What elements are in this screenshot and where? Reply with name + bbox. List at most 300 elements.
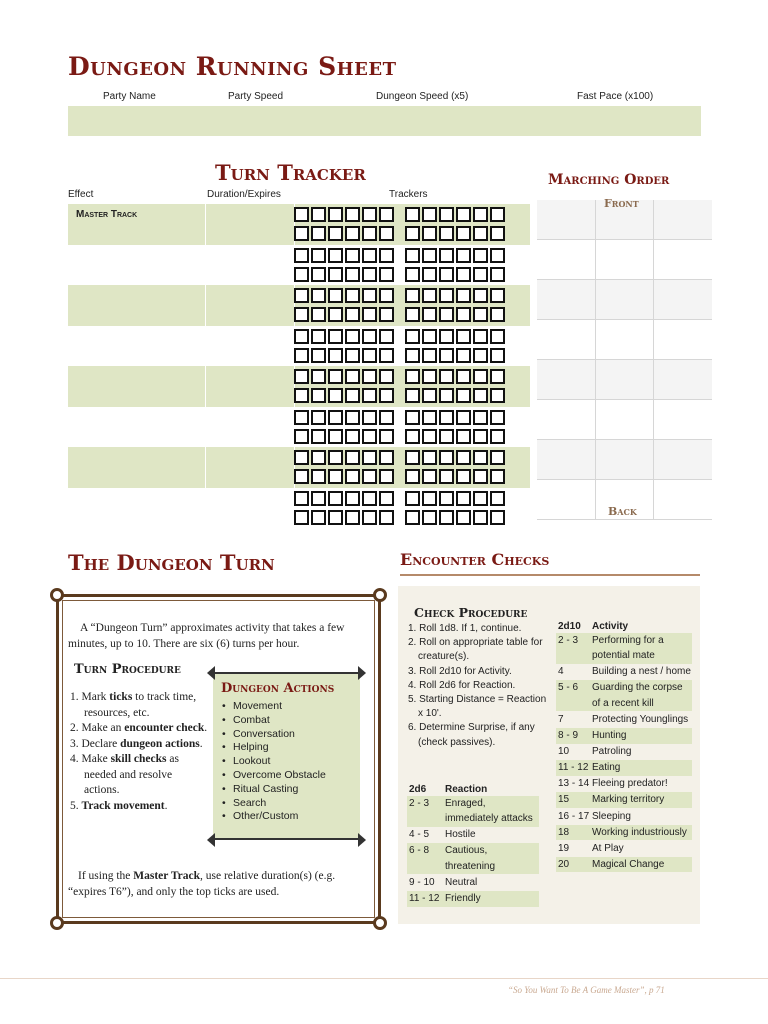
tick-checkbox[interactable] xyxy=(456,429,471,444)
tick-checkbox[interactable] xyxy=(439,369,454,384)
duration-cell[interactable] xyxy=(207,245,295,286)
tick-checkbox[interactable] xyxy=(328,207,343,222)
effect-cell[interactable] xyxy=(68,326,206,367)
tick-checkbox[interactable] xyxy=(311,491,326,506)
tick-checkbox[interactable] xyxy=(379,307,394,322)
tick-checkbox[interactable] xyxy=(422,226,437,241)
tick-checkbox[interactable] xyxy=(294,491,309,506)
roll-range-cell: 8 - 9 xyxy=(558,730,579,742)
tick-checkbox[interactable] xyxy=(345,288,360,303)
tick-checkbox[interactable] xyxy=(405,267,420,282)
tick-checkbox[interactable] xyxy=(311,226,326,241)
tick-checkbox[interactable] xyxy=(456,207,471,222)
tick-checkbox[interactable] xyxy=(422,369,437,384)
tick-checkbox[interactable] xyxy=(490,226,505,241)
tick-checkbox[interactable] xyxy=(379,267,394,282)
tick-checkbox[interactable] xyxy=(362,288,377,303)
tick-checkbox[interactable] xyxy=(473,469,488,484)
tick-checkbox[interactable] xyxy=(328,267,343,282)
tick-checkbox[interactable] xyxy=(439,267,454,282)
duration-cell[interactable] xyxy=(207,204,295,245)
roll-range-cell: 2 - 3 xyxy=(558,634,579,646)
tick-row xyxy=(294,448,528,467)
tick-checkbox[interactable] xyxy=(311,348,326,363)
tick-checkbox[interactable] xyxy=(362,450,377,465)
tick-checkbox[interactable] xyxy=(490,410,505,425)
tick-checkbox[interactable] xyxy=(345,248,360,263)
marching-slot[interactable] xyxy=(654,280,712,319)
tick-checkbox[interactable] xyxy=(345,491,360,506)
tick-checkbox[interactable] xyxy=(439,450,454,465)
tick-group xyxy=(405,410,505,425)
tick-checkbox[interactable] xyxy=(405,329,420,344)
tick-checkbox[interactable] xyxy=(294,348,309,363)
effect-cell[interactable] xyxy=(68,204,206,245)
tick-checkbox[interactable] xyxy=(294,307,309,322)
tick-checkbox[interactable] xyxy=(345,429,360,444)
tick-checkbox[interactable] xyxy=(439,207,454,222)
marching-slot[interactable] xyxy=(654,480,712,519)
tick-checkbox[interactable] xyxy=(379,469,394,484)
tick-checkbox[interactable] xyxy=(311,329,326,344)
tick-checkbox[interactable] xyxy=(311,288,326,303)
tick-checkbox[interactable] xyxy=(294,288,309,303)
dungeon-turn-outro xyxy=(68,868,368,900)
outro-text: If using the xyxy=(78,870,134,882)
result-cell: Friendly xyxy=(445,893,481,905)
marching-slot[interactable] xyxy=(596,240,655,279)
marching-slot[interactable] xyxy=(596,360,655,399)
result-cell: Cautious, threatening xyxy=(445,845,496,872)
tick-checkbox[interactable] xyxy=(362,510,377,525)
tick-group xyxy=(405,307,505,322)
tick-checkbox[interactable] xyxy=(490,207,505,222)
tick-checkbox[interactable] xyxy=(490,450,505,465)
step-text: to track time, resources, etc. xyxy=(84,691,197,719)
tick-group xyxy=(294,267,394,282)
tick-checkbox[interactable] xyxy=(473,388,488,403)
tick-checkbox[interactable] xyxy=(422,450,437,465)
tick-checkbox[interactable] xyxy=(422,267,437,282)
tick-checkbox[interactable] xyxy=(379,429,394,444)
check-step: 3. Roll 2d10 for Activity. xyxy=(408,665,512,677)
tick-checkbox[interactable] xyxy=(362,226,377,241)
tick-checkbox[interactable] xyxy=(379,207,394,222)
result-cell: Eating xyxy=(592,762,621,774)
tick-group xyxy=(294,450,394,465)
tick-checkbox[interactable] xyxy=(439,226,454,241)
roll-range-cell: 11 - 12 xyxy=(558,762,589,774)
tick-checkbox[interactable] xyxy=(311,267,326,282)
tick-checkbox[interactable] xyxy=(362,388,377,403)
tick-checkbox[interactable] xyxy=(362,307,377,322)
marching-slot[interactable] xyxy=(537,440,596,479)
tick-checkbox[interactable] xyxy=(405,307,420,322)
effect-cell[interactable] xyxy=(68,285,206,326)
tick-checkbox[interactable] xyxy=(456,348,471,363)
frame-corner-ornament xyxy=(50,588,64,602)
tick-checkbox[interactable] xyxy=(439,469,454,484)
marching-slot[interactable] xyxy=(537,400,596,439)
step-text: Make an xyxy=(81,722,125,734)
tick-checkbox[interactable] xyxy=(311,469,326,484)
fast-pace-label: Fast Pace (x100) xyxy=(577,91,654,102)
tick-checkbox[interactable] xyxy=(294,410,309,425)
tick-checkbox[interactable] xyxy=(473,510,488,525)
tick-checkbox[interactable] xyxy=(328,510,343,525)
table-row xyxy=(556,857,692,873)
tick-checkbox[interactable] xyxy=(328,469,343,484)
dungeon-actions-list xyxy=(221,700,326,824)
tick-checkbox[interactable] xyxy=(456,388,471,403)
party-info-field[interactable] xyxy=(68,106,701,136)
tick-checkbox[interactable] xyxy=(328,450,343,465)
tick-checkbox[interactable] xyxy=(311,410,326,425)
marching-slot[interactable] xyxy=(654,360,712,399)
table-row xyxy=(556,760,692,776)
tick-checkbox[interactable] xyxy=(294,510,309,525)
marching-slot[interactable] xyxy=(537,480,596,519)
tick-checkbox[interactable] xyxy=(422,429,437,444)
tick-checkbox[interactable] xyxy=(294,388,309,403)
tick-checkbox[interactable] xyxy=(456,248,471,263)
tick-checkbox[interactable] xyxy=(473,369,488,384)
tick-checkbox[interactable] xyxy=(439,348,454,363)
tick-checkbox[interactable] xyxy=(422,248,437,263)
tick-checkbox[interactable] xyxy=(473,429,488,444)
marching-slot[interactable] xyxy=(537,360,596,399)
tick-row xyxy=(294,246,528,265)
tick-checkbox[interactable] xyxy=(490,248,505,263)
check-step: 2. Roll on appropriate table for creature(s). xyxy=(408,637,543,663)
tick-checkbox[interactable] xyxy=(439,510,454,525)
tick-checkbox[interactable] xyxy=(456,410,471,425)
tick-checkbox[interactable] xyxy=(345,450,360,465)
tick-checkbox[interactable] xyxy=(422,307,437,322)
marching-slot[interactable] xyxy=(537,320,596,359)
tick-checkbox[interactable] xyxy=(490,388,505,403)
tick-checkbox[interactable] xyxy=(473,226,488,241)
tick-checkbox[interactable] xyxy=(345,369,360,384)
marching-slot[interactable] xyxy=(596,280,655,319)
tick-checkbox[interactable] xyxy=(456,226,471,241)
tick-checkbox[interactable] xyxy=(405,226,420,241)
marching-row xyxy=(537,360,712,400)
marching-slot[interactable] xyxy=(596,320,655,359)
party-speed-label: Party Speed xyxy=(228,91,284,102)
tick-checkbox[interactable] xyxy=(490,329,505,344)
tick-checkbox[interactable] xyxy=(311,450,326,465)
tick-checkbox[interactable] xyxy=(405,288,420,303)
tick-checkbox[interactable] xyxy=(405,450,420,465)
tick-checkbox[interactable] xyxy=(362,267,377,282)
tick-checkbox[interactable] xyxy=(439,388,454,403)
result-cell: Enraged, immediately attacks xyxy=(445,797,533,825)
tick-checkbox[interactable] xyxy=(311,248,326,263)
effect-cell[interactable] xyxy=(68,488,206,529)
effect-cell[interactable] xyxy=(68,366,206,407)
marching-slot[interactable] xyxy=(596,440,655,479)
effect-cell[interactable] xyxy=(68,407,206,448)
tick-checkbox[interactable] xyxy=(422,348,437,363)
marching-slot[interactable] xyxy=(537,280,596,319)
tick-checkbox[interactable] xyxy=(379,288,394,303)
marching-slot[interactable] xyxy=(654,400,712,439)
tick-checkbox[interactable] xyxy=(405,388,420,403)
tick-row xyxy=(294,346,528,365)
duration-cell[interactable] xyxy=(207,488,295,529)
tick-boxes xyxy=(294,408,528,446)
tick-checkbox[interactable] xyxy=(439,307,454,322)
tick-checkbox[interactable] xyxy=(490,288,505,303)
tick-checkbox[interactable] xyxy=(362,369,377,384)
tick-checkbox[interactable] xyxy=(328,369,343,384)
box-arrow-ornament xyxy=(207,666,215,680)
tick-checkbox[interactable] xyxy=(439,288,454,303)
tick-checkbox[interactable] xyxy=(328,388,343,403)
marching-slot[interactable] xyxy=(537,200,596,239)
tick-checkbox[interactable] xyxy=(294,329,309,344)
frame-corner-ornament xyxy=(373,588,387,602)
tick-checkbox[interactable] xyxy=(294,450,309,465)
dungeon-speed-label: Dungeon Speed (x5) xyxy=(376,91,469,102)
tick-checkbox[interactable] xyxy=(328,348,343,363)
tick-checkbox[interactable] xyxy=(422,469,437,484)
tick-checkbox[interactable] xyxy=(379,329,394,344)
tick-checkbox[interactable] xyxy=(490,348,505,363)
tick-group xyxy=(405,267,505,282)
duration-cell[interactable] xyxy=(207,366,295,407)
step-number: 1. xyxy=(70,691,79,703)
tick-checkbox[interactable] xyxy=(405,248,420,263)
tick-checkbox[interactable] xyxy=(473,329,488,344)
effect-cell[interactable] xyxy=(68,245,206,286)
tick-checkbox[interactable] xyxy=(405,429,420,444)
tick-checkbox[interactable] xyxy=(294,429,309,444)
table-row xyxy=(407,843,539,874)
tick-checkbox[interactable] xyxy=(490,491,505,506)
tick-checkbox[interactable] xyxy=(294,207,309,222)
tick-checkbox[interactable] xyxy=(456,450,471,465)
tick-checkbox[interactable] xyxy=(345,307,360,322)
marching-row xyxy=(537,400,712,440)
step-keyword: skill checks xyxy=(110,753,167,765)
effect-cell[interactable] xyxy=(68,447,206,488)
tick-checkbox[interactable] xyxy=(379,410,394,425)
tick-checkbox[interactable] xyxy=(473,307,488,322)
roll-range-cell: 4 xyxy=(558,666,564,678)
table-row xyxy=(556,712,692,728)
tick-group xyxy=(294,469,394,484)
dungeon-turn-intro: A “Dungeon Turn” approximates activity that takes a few minutes, up to 10. There are six (6) turns per hour. xyxy=(68,622,345,650)
tick-checkbox[interactable] xyxy=(379,348,394,363)
tick-checkbox[interactable] xyxy=(490,369,505,384)
tick-checkbox[interactable] xyxy=(362,491,377,506)
tick-checkbox[interactable] xyxy=(294,248,309,263)
roll-range-cell: 5 - 6 xyxy=(558,682,579,694)
tick-checkbox[interactable] xyxy=(379,510,394,525)
tick-checkbox[interactable] xyxy=(405,469,420,484)
tick-checkbox[interactable] xyxy=(379,450,394,465)
tick-checkbox[interactable] xyxy=(311,307,326,322)
tracker-row xyxy=(68,407,530,448)
tick-checkbox[interactable] xyxy=(473,267,488,282)
duration-cell[interactable] xyxy=(207,407,295,448)
tick-checkbox[interactable] xyxy=(473,348,488,363)
tick-checkbox[interactable] xyxy=(311,510,326,525)
tick-checkbox[interactable] xyxy=(456,288,471,303)
tick-checkbox[interactable] xyxy=(439,329,454,344)
tick-checkbox[interactable] xyxy=(405,491,420,506)
roll-range-cell: 19 xyxy=(558,842,570,854)
tick-checkbox[interactable] xyxy=(439,429,454,444)
tick-group xyxy=(294,329,394,344)
tick-checkbox[interactable] xyxy=(422,288,437,303)
tick-checkbox[interactable] xyxy=(405,207,420,222)
procedure-step xyxy=(70,721,210,737)
tick-checkbox[interactable] xyxy=(422,207,437,222)
tick-checkbox[interactable] xyxy=(294,369,309,384)
tick-checkbox[interactable] xyxy=(362,348,377,363)
tick-boxes xyxy=(294,327,528,365)
tick-checkbox[interactable] xyxy=(422,510,437,525)
tick-checkbox[interactable] xyxy=(456,510,471,525)
marching-slot[interactable] xyxy=(654,200,712,239)
tick-checkbox[interactable] xyxy=(439,491,454,506)
tick-group xyxy=(405,510,505,525)
tick-checkbox[interactable] xyxy=(345,348,360,363)
tick-checkbox[interactable] xyxy=(294,469,309,484)
tick-checkbox[interactable] xyxy=(328,307,343,322)
tick-checkbox[interactable] xyxy=(345,469,360,484)
tick-checkbox[interactable] xyxy=(362,410,377,425)
tick-checkbox[interactable] xyxy=(311,429,326,444)
tick-checkbox[interactable] xyxy=(473,491,488,506)
tick-checkbox[interactable] xyxy=(473,207,488,222)
tick-checkbox[interactable] xyxy=(490,307,505,322)
tick-checkbox[interactable] xyxy=(456,307,471,322)
tick-checkbox[interactable] xyxy=(456,491,471,506)
tick-checkbox[interactable] xyxy=(328,248,343,263)
marching-slot[interactable] xyxy=(654,240,712,279)
tick-checkbox[interactable] xyxy=(345,267,360,282)
tick-checkbox[interactable] xyxy=(456,369,471,384)
tick-checkbox[interactable] xyxy=(422,388,437,403)
step-text: . xyxy=(164,799,168,812)
frame-corner-ornament xyxy=(373,916,387,930)
tick-checkbox[interactable] xyxy=(473,248,488,263)
step-text: . xyxy=(199,737,203,750)
tick-checkbox[interactable] xyxy=(379,369,394,384)
tick-checkbox[interactable] xyxy=(456,329,471,344)
result-cell: Performing for a potential mate xyxy=(592,634,664,662)
marching-row xyxy=(537,320,712,360)
tick-checkbox[interactable] xyxy=(490,267,505,282)
tick-checkbox[interactable] xyxy=(439,410,454,425)
tick-checkbox[interactable] xyxy=(345,388,360,403)
marching-slot[interactable] xyxy=(654,320,712,359)
tick-row xyxy=(294,467,528,486)
marching-row xyxy=(537,440,712,480)
tick-checkbox[interactable] xyxy=(405,410,420,425)
tick-checkbox[interactable] xyxy=(311,207,326,222)
tick-checkbox[interactable] xyxy=(379,226,394,241)
roll-range-cell: 4 - 5 xyxy=(409,829,430,841)
step-text: as needed and resolve actions. xyxy=(84,753,179,796)
tick-checkbox[interactable] xyxy=(294,267,309,282)
tick-checkbox[interactable] xyxy=(328,329,343,344)
tick-checkbox[interactable] xyxy=(362,207,377,222)
tick-checkbox[interactable] xyxy=(379,248,394,263)
tick-checkbox[interactable] xyxy=(490,469,505,484)
tick-checkbox[interactable] xyxy=(345,329,360,344)
tick-checkbox[interactable] xyxy=(473,410,488,425)
result-cell: Marking territory xyxy=(592,794,665,806)
tick-checkbox[interactable] xyxy=(362,469,377,484)
tick-checkbox[interactable] xyxy=(328,226,343,241)
table-row xyxy=(556,825,692,841)
tick-checkbox[interactable] xyxy=(490,510,505,525)
duration-cell[interactable] xyxy=(207,447,295,488)
tick-checkbox[interactable] xyxy=(311,369,326,384)
tick-row xyxy=(294,224,528,243)
step-text: Declare xyxy=(81,737,121,750)
tick-checkbox[interactable] xyxy=(379,491,394,506)
tick-checkbox[interactable] xyxy=(379,388,394,403)
check-step: 1. Roll 1d8. If 1, continue. xyxy=(408,623,522,634)
tick-checkbox[interactable] xyxy=(345,510,360,525)
tick-checkbox[interactable] xyxy=(328,288,343,303)
tick-checkbox[interactable] xyxy=(473,288,488,303)
marching-slot[interactable] xyxy=(537,240,596,279)
tick-checkbox[interactable] xyxy=(439,248,454,263)
tick-row xyxy=(294,367,528,386)
duration-cell[interactable] xyxy=(207,326,295,367)
table-row xyxy=(556,744,692,760)
tick-checkbox[interactable] xyxy=(490,429,505,444)
tick-group xyxy=(294,429,394,444)
duration-cell[interactable] xyxy=(207,285,295,326)
tick-checkbox[interactable] xyxy=(345,410,360,425)
tracker-row xyxy=(68,366,530,407)
tick-checkbox[interactable] xyxy=(405,348,420,363)
tick-checkbox[interactable] xyxy=(328,410,343,425)
tick-checkbox[interactable] xyxy=(345,207,360,222)
page-footer: “So You Want To Be A Game Master”, p 71 xyxy=(508,985,665,995)
tick-checkbox[interactable] xyxy=(311,388,326,403)
tick-group xyxy=(405,248,505,263)
tick-checkbox[interactable] xyxy=(294,226,309,241)
tick-checkbox[interactable] xyxy=(456,469,471,484)
tick-checkbox[interactable] xyxy=(345,226,360,241)
tick-checkbox[interactable] xyxy=(456,267,471,282)
tick-checkbox[interactable] xyxy=(473,450,488,465)
tick-checkbox[interactable] xyxy=(328,491,343,506)
tick-checkbox[interactable] xyxy=(422,491,437,506)
tick-checkbox[interactable] xyxy=(328,429,343,444)
marching-row xyxy=(537,240,712,280)
tick-checkbox[interactable] xyxy=(362,429,377,444)
marching-slot[interactable] xyxy=(596,400,655,439)
tick-group xyxy=(405,450,505,465)
marching-slot[interactable] xyxy=(654,440,712,479)
tick-checkbox[interactable] xyxy=(405,510,420,525)
tick-checkbox[interactable] xyxy=(405,369,420,384)
tick-checkbox[interactable] xyxy=(422,410,437,425)
tick-checkbox[interactable] xyxy=(422,329,437,344)
tick-checkbox[interactable] xyxy=(362,248,377,263)
tick-checkbox[interactable] xyxy=(362,329,377,344)
